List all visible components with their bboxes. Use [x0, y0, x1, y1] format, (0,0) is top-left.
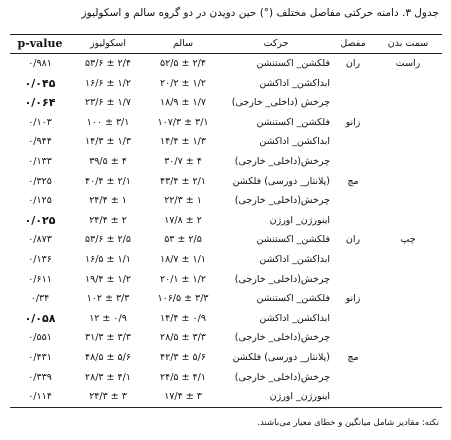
header-pvalue: p-value — [10, 35, 70, 54]
cell-scoliosis: ۱۶/۵ ± ۱/۱ — [85, 253, 131, 265]
cell-side: راست — [395, 58, 421, 69]
cell-side — [374, 348, 442, 368]
table-row — [10, 270, 442, 290]
cell-joint: زانو — [345, 116, 361, 128]
table-row — [10, 328, 442, 348]
cell-pvalue: ۰/۰۴۵ — [24, 76, 56, 90]
cell-joint: مچ — [347, 351, 359, 363]
cell-pvalue: ۰/۸۷۳ — [28, 234, 52, 246]
cell-scoliosis: ۱۴/۳ ± ۱/۳ — [85, 136, 131, 148]
cell-pvalue: ۰/۹۸۱ — [28, 58, 52, 69]
cell-pvalue: ۰/۱۲۵ — [28, 195, 52, 207]
cell-side — [374, 172, 442, 192]
cell-healthy: ۵۳ ± ۲/۵ — [164, 234, 202, 246]
results-table — [10, 34, 442, 408]
cell-pvalue: ۰/۴۳۱ — [28, 351, 52, 363]
cell-joint — [332, 387, 374, 407]
cell-healthy: ۲۰/۱ ± ۱/۲ — [160, 273, 206, 285]
cell-side — [374, 74, 442, 94]
cell-pvalue: ۰/۱۰۳ — [28, 116, 52, 128]
cell-movement: ابداکشن_ اداکشن — [259, 136, 330, 148]
cell-movement: (پلانتار_ دورسی) فلکشن — [232, 351, 330, 363]
header-scoliosis: اسکولیوز — [70, 35, 146, 54]
cell-joint — [332, 152, 374, 172]
cell-healthy: ۵۲/۵ ± ۲/۴ — [160, 58, 206, 69]
cell-movement: فلکشن_ اکستنشن — [256, 293, 330, 305]
table-caption: جدول ۳. دامنه حرکتی مفاصل مختلف (°) حین دویدن در دو گروه سالم و اسکولیوز — [81, 7, 439, 19]
cell-healthy: ۱۸/۹ ± ۱/۷ — [160, 97, 206, 109]
cell-side — [374, 211, 442, 231]
cell-healthy: ۱۴/۴ ± ۱/۳ — [160, 136, 206, 148]
cell-movement: چرخش(داخلی_ خارجی) — [234, 155, 330, 167]
cell-scoliosis: ۲۴/۴ ± ۲ — [89, 214, 127, 226]
cell-pvalue: ۰/۹۴۴ — [28, 136, 52, 148]
table-row — [10, 93, 442, 113]
header-joint: مفصل — [332, 35, 374, 54]
header-movement: حرکت — [220, 35, 332, 54]
cell-healthy: ۴۲/۳ ± ۵/۶ — [160, 351, 206, 363]
cell-movement: ابداکشن_ اداکشن — [259, 253, 330, 265]
cell-healthy: ۱۷/۴ ± ۳ — [146, 387, 220, 407]
table-note: نکته: مقادیر شامل میانگین و خطای معیار می‌باشند. — [257, 418, 439, 428]
cell-scoliosis: ۲۴/۳ ± ۳ — [70, 387, 146, 407]
cell-side — [374, 93, 442, 113]
cell-pvalue: ۰/۰۶۴ — [24, 96, 56, 110]
cell-pvalue: ۰/۵۵۱ — [28, 332, 52, 344]
cell-healthy: ۱۸/۷ ± ۱/۱ — [160, 253, 206, 265]
cell-scoliosis: ۳۹/۵ ± ۴ — [89, 155, 127, 167]
cell-joint — [332, 368, 374, 388]
cell-scoliosis: ۱۹/۴ ± ۱/۲ — [85, 273, 131, 285]
cell-scoliosis: ۲۴/۴ ± ۱ — [89, 195, 127, 207]
table-row — [10, 172, 442, 192]
cell-joint: زانو — [345, 293, 361, 305]
cell-movement: اینورژن_ اورژن — [269, 214, 330, 226]
table-row — [10, 211, 442, 231]
cell-joint — [332, 191, 374, 211]
cell-movement: چرخش(داخلی_ خارجی) — [234, 195, 330, 207]
cell-scoliosis: ۴۰/۴ ± ۲/۱ — [85, 175, 131, 187]
cell-scoliosis: ۱۰۲ ± ۳/۳ — [86, 293, 130, 305]
cell-pvalue: ۰/۰۲۵ — [24, 213, 56, 227]
table-row — [10, 368, 442, 388]
cell-side — [374, 132, 442, 152]
table-row — [10, 113, 442, 133]
cell-scoliosis: ۲۳/۶ ± ۱/۷ — [85, 97, 131, 109]
cell-healthy: ۲۸/۵ ± ۳/۳ — [160, 332, 206, 344]
cell-joint — [332, 328, 374, 348]
cell-movement: چرخش(داخلی_ خارجی) — [234, 273, 330, 285]
cell-healthy: ۲۰/۲ ± ۱/۲ — [160, 77, 206, 89]
cell-movement: ابداکشن_ اداکشن — [259, 77, 330, 89]
cell-movement: چرخش(داخلی_ خارجی) — [234, 371, 330, 383]
cell-scoliosis: ۲۸/۳ ± ۴/۱ — [85, 371, 131, 383]
table-row — [10, 152, 442, 172]
table-row — [10, 289, 442, 309]
cell-pvalue: ۰/۰۵۸ — [24, 311, 56, 325]
cell-movement: چرخش(داخلی_ خارجی) — [234, 332, 330, 344]
table-row — [10, 74, 442, 94]
table-row — [10, 191, 442, 211]
cell-pvalue: ۰/۶۱۱ — [28, 273, 52, 285]
cell-healthy: ۱۰۷/۳ ± ۳/۱ — [157, 116, 209, 128]
cell-pvalue: ۰/۳۳۹ — [28, 371, 52, 383]
cell-side — [374, 328, 442, 348]
cell-scoliosis: ۵۳/۶ ± ۲/۵ — [85, 234, 131, 246]
cell-pvalue: ۰/۳۴ — [30, 293, 50, 305]
cell-scoliosis: ۴۸/۵ ± ۵/۶ — [85, 351, 131, 363]
cell-scoliosis: ۱۲ ± ۰/۹ — [89, 312, 127, 324]
cell-healthy: ۳۰/۷ ± ۴ — [164, 155, 202, 167]
cell-side — [374, 191, 442, 211]
cell-side — [374, 270, 442, 290]
cell-side — [374, 289, 442, 309]
table-row — [10, 230, 442, 250]
cell-movement: فلکشن_ اکستنشن — [256, 234, 330, 246]
cell-healthy: ۲۲/۳ ± ۱ — [164, 195, 202, 207]
cell-joint — [332, 270, 374, 290]
cell-joint: ران — [345, 234, 361, 246]
cell-side — [374, 250, 442, 270]
cell-pvalue: ۰/۱۳۶ — [28, 253, 52, 265]
cell-healthy: ۱۰۶/۵ ± ۳/۳ — [157, 293, 209, 305]
cell-movement: چرخش (داخلی_ خارجی) — [231, 97, 330, 109]
cell-joint — [332, 309, 374, 329]
table-row — [10, 309, 442, 329]
cell-movement: فلکشن_ اکستنشن — [256, 58, 330, 69]
cell-joint — [332, 93, 374, 113]
cell-side: چپ — [400, 234, 416, 246]
cell-joint: مچ — [347, 175, 359, 187]
cell-pvalue: ۰/۱۳۳ — [28, 155, 52, 167]
table-row — [10, 387, 442, 407]
cell-scoliosis: ۱۶/۶ ± ۱/۲ — [85, 77, 131, 89]
cell-side — [374, 368, 442, 388]
table-header-row — [10, 35, 442, 54]
cell-healthy: ۱۴/۴ ± ۰/۹ — [160, 312, 206, 324]
cell-joint — [332, 132, 374, 152]
cell-pvalue: ۰/۱۱۴ — [10, 387, 70, 407]
cell-movement: (پلانتار_ دورسی) فلکشن — [232, 175, 330, 187]
table-row — [10, 54, 442, 74]
cell-movement: ابداکشن_ اداکشن — [259, 312, 330, 324]
cell-side — [374, 113, 442, 133]
cell-joint — [332, 74, 374, 94]
header-side: سمت بدن — [374, 35, 442, 54]
cell-scoliosis: ۱۰۰ ± ۳/۱ — [86, 116, 130, 128]
table-row — [10, 132, 442, 152]
cell-pvalue: ۰/۳۲۵ — [28, 175, 52, 187]
cell-joint: ران — [345, 58, 361, 69]
cell-joint — [332, 250, 374, 270]
header-healthy: سالم — [146, 35, 220, 54]
cell-side — [374, 309, 442, 329]
table-row — [10, 250, 442, 270]
cell-healthy: ۱۷/۸ ± ۲ — [164, 214, 202, 226]
cell-side — [374, 387, 442, 407]
cell-side — [374, 152, 442, 172]
cell-movement: اینورژن_ اورژن — [220, 387, 332, 407]
cell-healthy: ۲۴/۵ ± ۴/۱ — [160, 371, 206, 383]
cell-scoliosis: ۵۳/۶ ± ۲/۴ — [85, 58, 131, 69]
cell-movement: فلکشن_ اکستنشن — [256, 116, 330, 128]
cell-healthy: ۴۳/۴ ± ۲/۱ — [160, 175, 206, 187]
table-row — [10, 348, 442, 368]
cell-scoliosis: ۳۱/۳ ± ۳/۳ — [85, 332, 131, 344]
cell-joint — [332, 211, 374, 231]
